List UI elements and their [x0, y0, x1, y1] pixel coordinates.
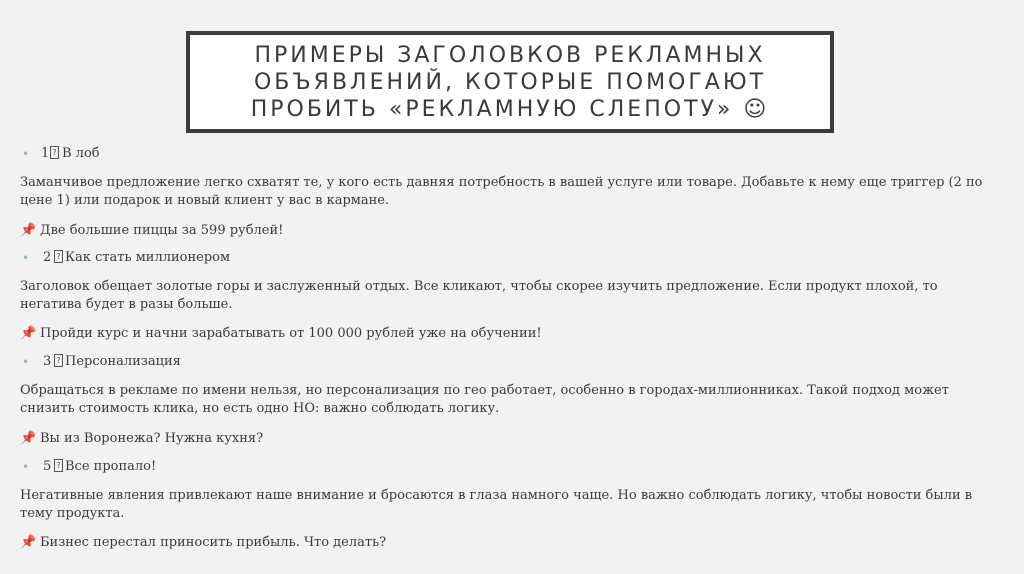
example-text: Бизнес перестал приносить прибыль. Что делать? — [40, 535, 387, 550]
paragraph-line: негатива будет в разы больше. — [20, 297, 233, 312]
missing-glyph-icon: ? — [54, 354, 63, 367]
paragraph-line: снизить стоимость клика, но есть одно НО: важно соблюдать логику. — [20, 401, 500, 416]
list-item-heading — [22, 458, 322, 476]
list-item-heading — [22, 145, 222, 163]
bullet-icon: • — [22, 460, 30, 474]
title-line-2: ОБЪЯВЛЕНИЙ, КОТОРЫЕ ПОМОГАЮТ — [253, 69, 767, 95]
pushpin-icon: 📌 — [20, 326, 37, 341]
bullet-icon: • — [22, 147, 30, 161]
missing-glyph-icon: ? — [54, 459, 63, 472]
bullet-icon: • — [22, 355, 30, 369]
item-heading: Персонализация — [65, 354, 181, 369]
pushpin-icon: 📌 — [20, 535, 37, 550]
title-line-1: ПРИМЕРЫ ЗАГОЛОВКОВ РЕКЛАМНЫХ — [254, 42, 766, 68]
item-number: 3 — [43, 354, 52, 369]
item-heading: Как стать миллионером — [65, 250, 231, 265]
example-line — [20, 534, 386, 552]
paragraph-line: Заманчивое предложение легко схватят те, у кого есть давняя потребность в вашей услуге или товаре. Добавьте к нему еще триггер (2 по — [20, 175, 983, 190]
paragraph-line: тему продукта. — [20, 506, 125, 521]
paragraph-line: цене 1) или подарок и новый клиент у вас в кармане. — [20, 193, 390, 208]
list-item-heading — [22, 353, 322, 371]
example-text: Две большие пиццы за 599 рублей! — [40, 223, 284, 238]
item-number: 5 — [43, 459, 52, 474]
example-line — [20, 222, 283, 240]
pushpin-icon: 📌 — [20, 431, 37, 446]
item-number: 1 — [41, 146, 50, 161]
example-text: Пройди курс и начни зарабатывать от 100 000 рублей уже на обучении! — [40, 326, 542, 341]
item-number: 2 — [43, 250, 52, 265]
paragraph-line: Обращаться в рекламе по имени нельзя, но персонализация по гео работает, особенно в городах-миллионниках. Такой подход может — [20, 383, 949, 398]
list-item-heading — [22, 249, 322, 267]
missing-glyph-icon: ? — [50, 146, 59, 159]
example-line — [20, 430, 263, 448]
paragraph-line: Негативные явления привлекают наше внимание и бросаются в глаза намного чаще. Но важно соблюдать логику, чтобы новости были в — [20, 488, 973, 503]
missing-glyph-icon: ? — [54, 250, 63, 263]
pushpin-icon: 📌 — [20, 223, 37, 238]
item-heading: В лоб — [62, 146, 100, 161]
title-line-3: ПРОБИТЬ «РЕКЛАМНУЮ СЛЕПОТУ» ☺ — [250, 96, 770, 122]
item-heading: Все пропало! — [65, 459, 157, 474]
example-text: Вы из Воронежа? Нужна кухня? — [40, 431, 264, 446]
paragraph-line: Заголовок обещает золотые горы и заслуженный отдых. Все кликают, чтобы скорее изучить предложение. Если продукт плохой, то — [20, 279, 938, 294]
bullet-icon: • — [22, 251, 30, 265]
example-line — [20, 325, 542, 343]
